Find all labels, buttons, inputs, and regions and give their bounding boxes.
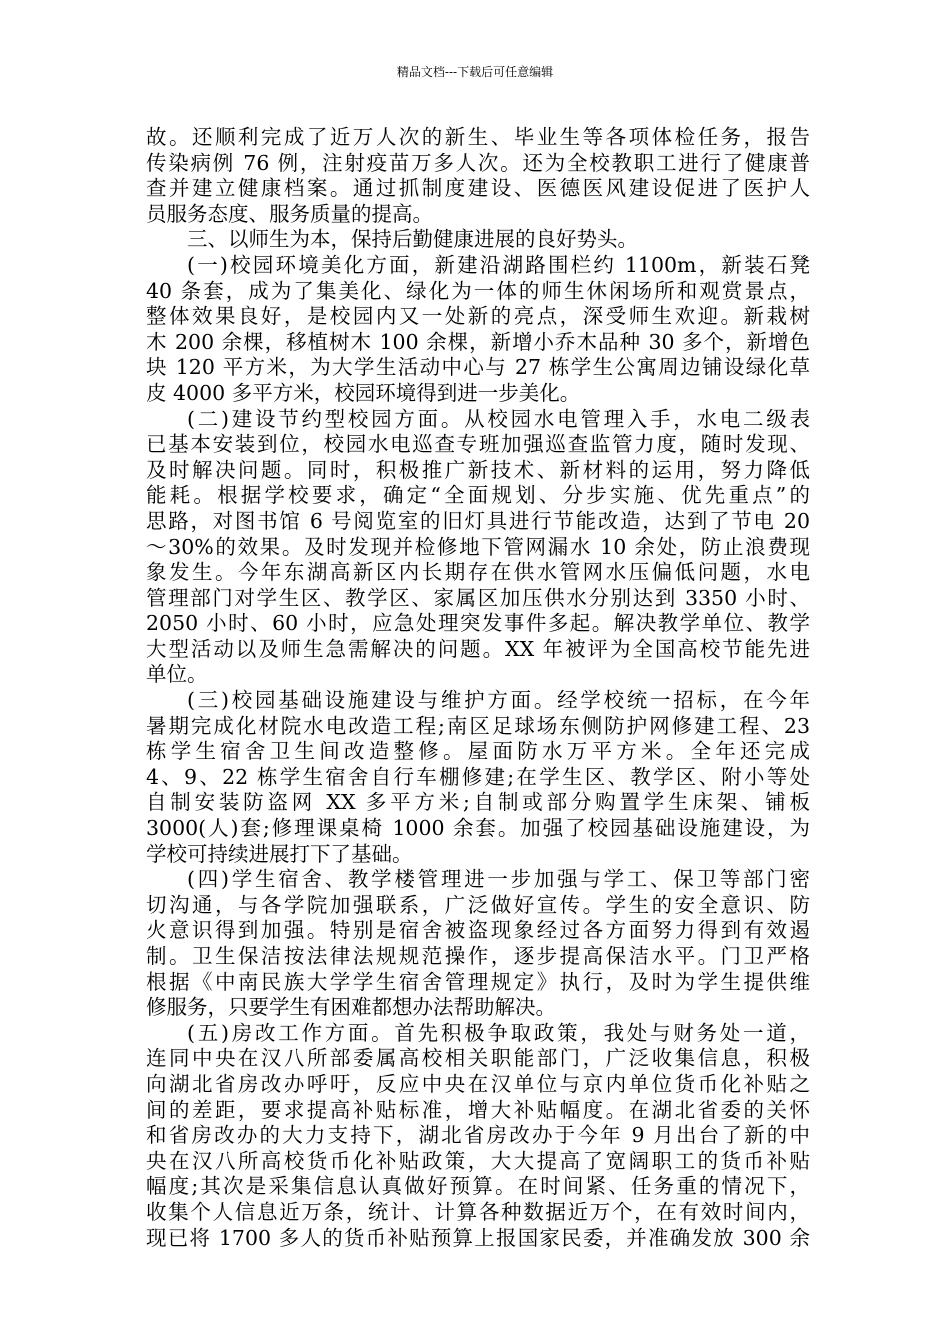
document-body xyxy=(146,125,810,1251)
text-line: 思路，对图书馆 6 号阅览室的旧灯具进行节能改造，达到了节电 20 xyxy=(146,508,810,533)
text-line: ～30%的效果。及时发现并检修地下管网漏水 10 余处，防止浪费现 xyxy=(146,534,810,559)
text-line: 已基本安装到位，校园水电巡查专班加强巡查监管力度，随时发现、 xyxy=(146,432,810,457)
text-line: 木 200 余棵，移植树木 100 余棵，新增小乔木品种 30 多个，新增色 xyxy=(146,329,810,354)
text-line: 央在汉八所高校货币化补贴政策，大大提高了宽阔职工的货币补贴 xyxy=(146,1148,810,1173)
text-line: (五)房改工作方面。首先积极争取政策，我处与财务处一道， xyxy=(187,1020,810,1045)
text-line: 管理部门对学生区、教学区、家属区加压供水分别达到 3350 小时、 xyxy=(146,585,810,610)
text-line: (三)校园基础设施建设与维护方面。经学校统一招标，在今年 xyxy=(187,688,810,713)
text-line: 间的差距，要求提高补贴标准，增大补贴幅度。在湖北省委的关怀 xyxy=(146,1097,810,1122)
text-line: 皮 4000 多平方米，校园环境得到进一步美化。 xyxy=(146,380,581,405)
text-line: 块 120 平方米，为大学生活动中心与 27 栋学生公寓周边铺设绿化草 xyxy=(146,355,810,380)
text-line: 2050 小时、60 小时，应急处理突发事件多起。解决教学单位、教学 xyxy=(146,611,810,636)
text-line: 三、以师生为本，保持后勤健康进展的良好势头。 xyxy=(187,227,638,252)
text-line: 向湖北省房改办呼吁，反应中央在汉单位与京内单位货币化补贴之 xyxy=(146,1071,810,1096)
text-line: 栋学生宿舍卫生间改造整修。屋面防水万平方米。全年还完成 xyxy=(146,739,810,764)
text-line: 传染病例 76 例，注射疫苗万多人次。还为全校教职工进行了健康普 xyxy=(146,150,810,175)
text-line: 火意识得到加强。特别是宿舍被盗现象经过各方面努力得到有效遏 xyxy=(146,918,810,943)
text-line: 能耗。根据学校要求，确定“全面规划、分步实施、优先重点”的 xyxy=(146,483,810,508)
text-line: 查并建立健康档案。通过抓制度建设、医德医风建设促进了医护人 xyxy=(146,176,810,201)
text-line: 切沟通，与各学院加强联系，广泛做好宣传。学生的安全意识、防 xyxy=(146,892,810,917)
text-line: 幅度;其次是采集信息认真做好预算。在时间紧、任务重的情况下， xyxy=(146,1174,810,1199)
text-line: 3000(人)套;修理课桌椅 1000 余套。加强了校园基础设施建设，为 xyxy=(146,816,810,841)
text-line: (一)校园环境美化方面，新建沿湖路围栏约 1100m，新装石凳 xyxy=(187,252,810,277)
text-line: 连同中央在汉八所部委属高校相关职能部门，广泛收集信息，积极 xyxy=(146,1046,810,1071)
text-line: 员服务态度、服务质量的提高。 xyxy=(146,201,433,226)
text-line: 现已将 1700 多人的货币补贴预算上报国家民委，并准确发放 300 余 xyxy=(146,1225,810,1250)
text-line: 根据《中南民族大学学生宿舍管理规定》执行，及时为学生提供维 xyxy=(146,969,810,994)
text-line: 暑期完成化材院水电改造工程;南区足球场东侧防护网修建工程、23 xyxy=(146,713,810,738)
text-line: (二)建设节约型校园方面。从校园水电管理入手，水电二级表 xyxy=(187,406,810,431)
text-line: 收集个人信息近万条，统计、计算各种数据近万个，在有效时间内， xyxy=(146,1199,810,1224)
text-line: 制。卫生保洁按法律法规规范操作，逐步提高保洁水平。门卫严格 xyxy=(146,944,810,968)
text-line: 自制安装防盗网 XX 多平方米;自制或部分购置学生床架、铺板 xyxy=(146,790,810,815)
text-line: 大型活动以及师生急需解决的问题。XX 年被评为全国高校节能先进 xyxy=(146,636,810,661)
text-line: 象发生。今年东湖高新区内长期存在供水管网水压偏低问题，水电 xyxy=(146,560,810,585)
text-line: 和省房改办的大力支持下，湖北省房改办于今年 9 月出台了新的中 xyxy=(146,1123,810,1148)
text-line: 修服务，只要学生有困难都想办法帮助解决。 xyxy=(146,995,556,1020)
text-line: 故。还顺利完成了近万人次的新生、毕业生等各项体检任务，报告 xyxy=(146,125,810,149)
text-line: 40 条套，成为了集美化、绿化为一体的师生休闲场所和观赏景点， xyxy=(146,278,810,303)
text-line: (四)学生宿舍、教学楼管理进一步加强与学工、保卫等部门密 xyxy=(187,867,810,892)
text-line: 4、9、22 栋学生宿舍自行车棚修建;在学生区、教学区、附小等处 xyxy=(146,764,810,789)
page-header: 精品文档---下载后可任意编辑 xyxy=(396,65,554,79)
text-line: 整体效果良好，是校园内又一处新的亮点，深受师生欢迎。新栽树 xyxy=(146,304,810,329)
text-line: 学校可持续进展打下了基础。 xyxy=(146,841,413,866)
text-line: 及时解决问题。同时，积极推广新技术、新材料的运用，努力降低 xyxy=(146,457,810,482)
text-line: 单位。 xyxy=(146,662,208,687)
